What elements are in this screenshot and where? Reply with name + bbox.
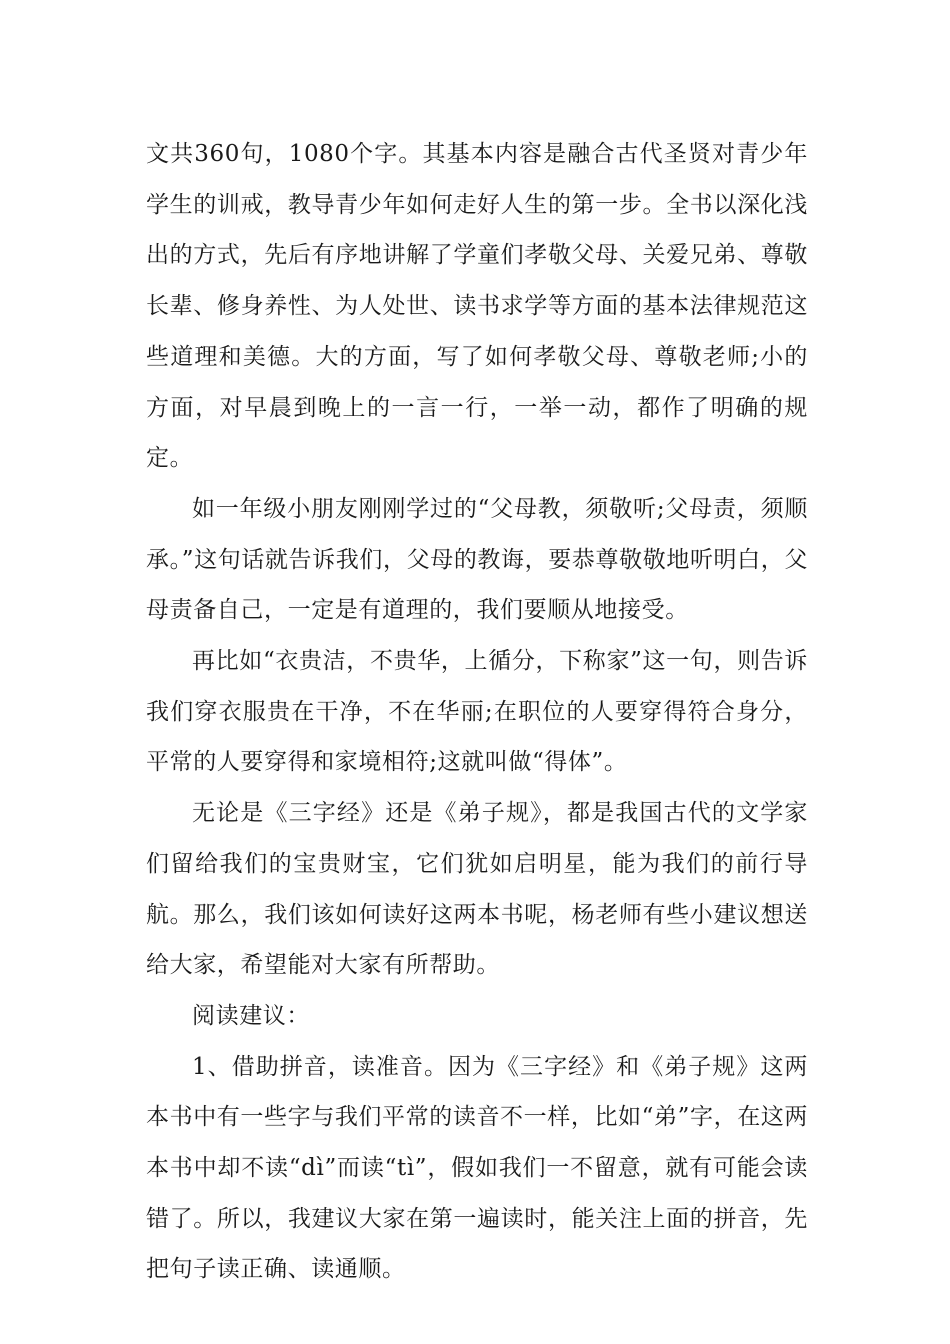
paragraph-6: 1、借助拼音，读准音。因为《三字经》和《弟子规》这两本书中有一些字与我们平常的读音不一样，比如“弟”字，在这两本书中却不读“dì”而读“tì”，假如我们一不留意，就有可能会读错了。所以，我建议大家在第一遍读时，能关注上面的拼音，先把句子读正确、读通顺。 bbox=[146, 1053, 808, 1283]
document-body bbox=[146, 129, 808, 1295]
paragraph-3: 再比如“衣贵洁，不贵华，上循分，下称家”这一句，则告诉我们穿衣服贵在干净，不在华丽;在职位的人要穿得符合身分，平常的人要穿得和家境相符;这就叫做“得体”。 bbox=[146, 648, 808, 776]
paragraph-5-heading: 阅读建议： bbox=[192, 1002, 310, 1029]
paragraph-4: 无论是《三字经》还是《弟子规》，都是我国古代的文学家们留给我们的宝贵财宝，它们犹如启明星，能为我们的前行导航。那么，我们该如何读好这两本书呢，杨老师有些小建议想送给大家，希望能对大家有所帮助。 bbox=[146, 800, 808, 979]
paragraph-1: 文共360句，1080个字。其基本内容是融合古代圣贤对青少年学生的训戒，教导青少年如何走好人生的第一步。全书以深化浅出的方式，先后有序地讲解了学童们孝敬父母、关爱兄弟、尊敬长辈、修身养性、为人处世、读书求学等方面的基本法律规范这些道理和美德。大的方面，写了如何孝敬父母、尊敬老师;小的方面，对早晨到晚上的一言一行，一举一动，都作了明确的规定。 bbox=[146, 141, 808, 472]
paragraph-2: 如一年级小朋友刚刚学过的“父母教，须敬听;父母责，须顺承。”这句话就告诉我们，父母的教诲，要恭尊敬敬地听明白，父母责备自己，一定是有道理的，我们要顺从地接受。 bbox=[146, 495, 808, 624]
